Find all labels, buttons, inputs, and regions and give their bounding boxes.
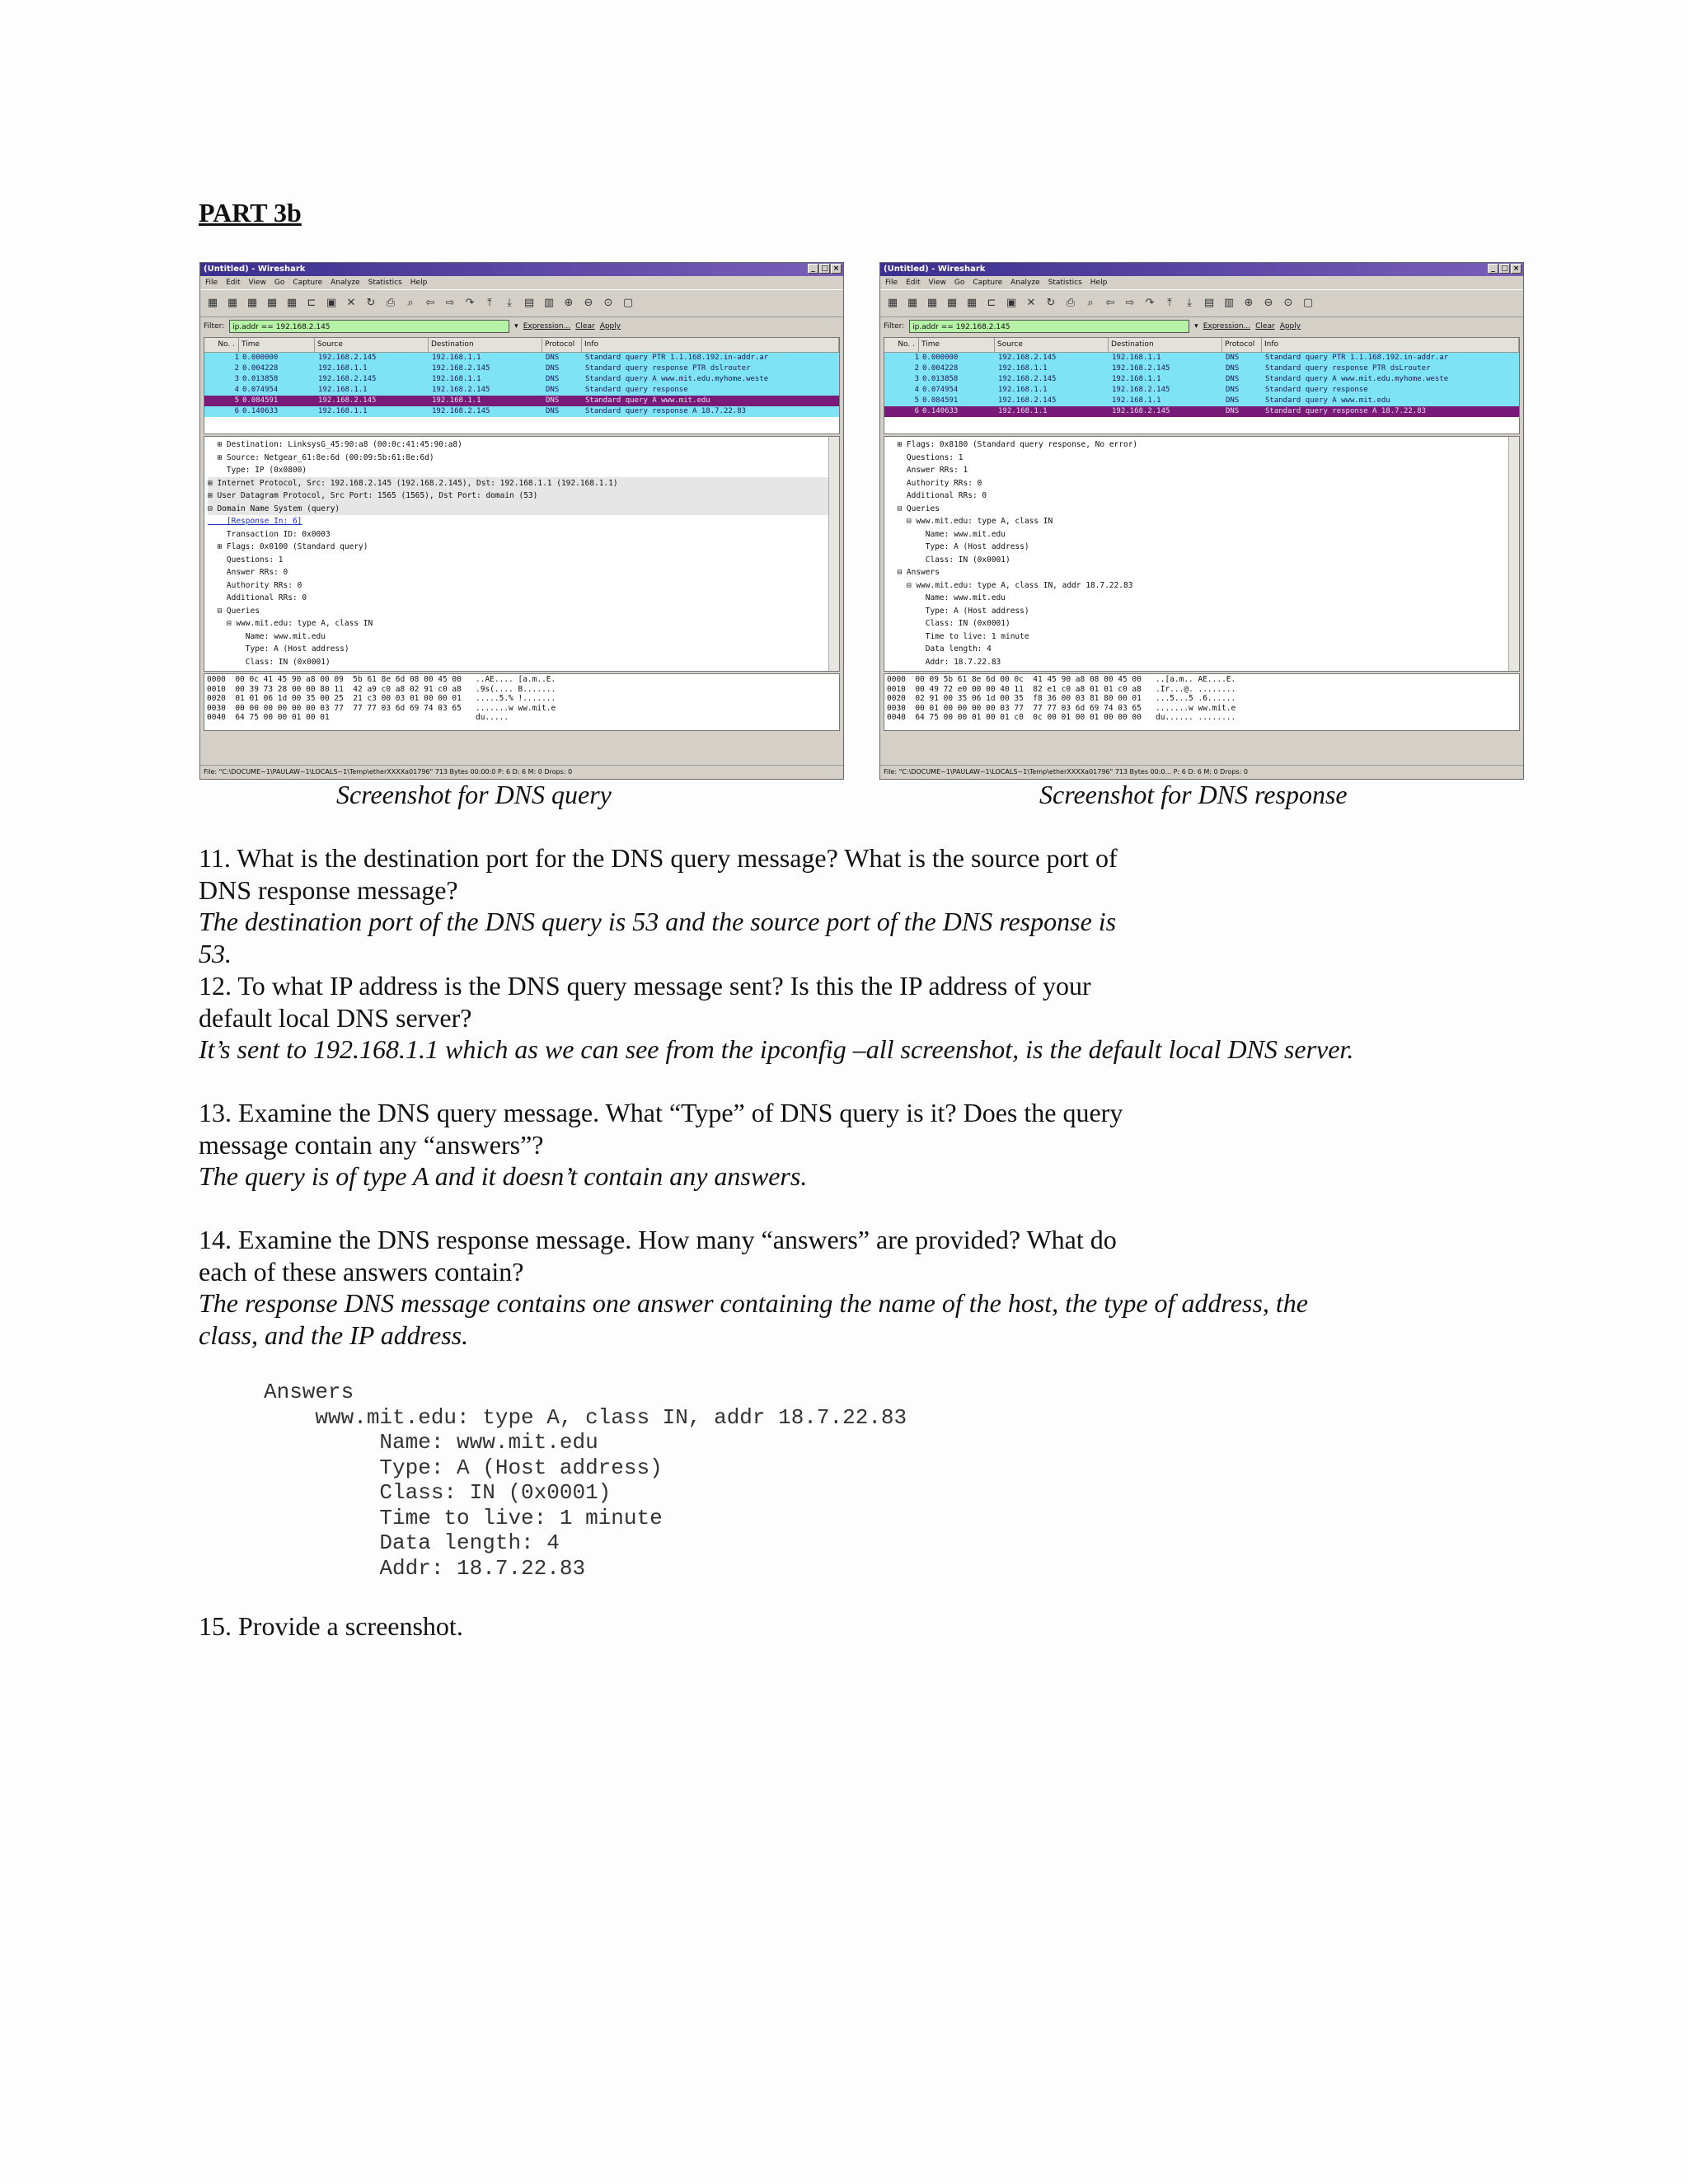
filter-bar — [200, 317, 843, 335]
hex-line: 0010 00 39 73 28 00 00 80 11 42 a9 c0 a8 02 91 c0 a8 .9s(.... B....... — [207, 684, 556, 694]
pkt-proto: DNS — [1226, 407, 1240, 415]
packet-row[interactable] — [204, 353, 839, 363]
pkt-src: 192.168.2.145 — [998, 396, 1057, 405]
answer-text: The query is of type A and it doesn’t contain any answers. — [199, 1161, 808, 1191]
col-protocol[interactable]: Protocol — [542, 338, 582, 352]
hex-line: 0010 00 49 72 e0 00 00 40 11 82 e1 c0 a8 01 01 c0 a8 .Ir...@. ........ — [887, 684, 1236, 694]
col-time[interactable]: Time — [239, 338, 315, 352]
col-destination[interactable]: Destination — [1109, 338, 1222, 352]
packet-row-selected[interactable] — [884, 406, 1519, 417]
stop-icon[interactable]: ▦ — [266, 297, 278, 309]
pkt-proto: DNS — [546, 407, 560, 415]
pkt-time: 0.140633 — [242, 407, 279, 415]
colorize-icon[interactable]: ▤ — [1203, 297, 1215, 309]
close-button[interactable]: × — [831, 264, 842, 274]
zoom-in-icon[interactable]: ⊕ — [1244, 297, 1254, 309]
detail-line[interactable]: ⊞ Source: Netgear_61:8e:6d (00:09:5b:61:8e:6d) — [208, 452, 434, 462]
detail-line[interactable]: Questions: 1 — [208, 555, 284, 565]
scrollbar[interactable] — [828, 437, 839, 671]
last-icon[interactable]: ⤓ — [1187, 297, 1192, 309]
pkt-time: 0.013858 — [242, 375, 279, 383]
detail-line[interactable]: ⊟ Queries — [208, 606, 260, 616]
filter-bar — [880, 317, 1523, 335]
code-line: Time to live: 1 minute — [264, 1505, 663, 1530]
hex-pane — [884, 673, 1520, 731]
pkt-src: 192.168.1.1 — [318, 386, 368, 394]
pkt-src: 192.168.2.145 — [318, 354, 377, 362]
packet-list-header — [884, 338, 1519, 353]
maximize-button[interactable]: □ — [1499, 264, 1510, 274]
packet-row[interactable] — [204, 374, 839, 385]
hex-line: 0040 64 75 00 00 01 00 01 c0 0c 00 01 00 01 00 00 00 du...... ........ — [887, 713, 1236, 722]
open-icon[interactable]: ⊏ — [307, 297, 316, 309]
packet-row[interactable] — [884, 363, 1519, 374]
question-15: 15. Provide a screenshot. — [199, 1611, 463, 1641]
detail-line[interactable]: ⊞ Flags: 0x0100 (Standard query) — [208, 542, 368, 551]
pkt-info: Standard query PTR 1.1.168.192.in-addr.ar — [585, 354, 769, 362]
packet-row[interactable] — [204, 363, 839, 374]
section-heading: PART 3b — [199, 198, 302, 227]
pkt-dst: 192.168.2.145 — [432, 386, 490, 394]
question-12 — [199, 970, 1354, 1066]
detail-line[interactable]: Class: IN (0x0001) — [208, 657, 331, 667]
toolbar — [200, 289, 843, 317]
pkt-no: 5 — [914, 396, 919, 405]
open-icon[interactable]: ⊏ — [987, 297, 996, 309]
window-titlebar — [200, 263, 843, 276]
detail-line[interactable]: ⊟ www.mit.edu: type A, class IN, addr 18.7.22.83 — [888, 580, 1133, 590]
back-icon[interactable]: ⇦ — [1105, 297, 1115, 309]
col-source[interactable]: Source — [315, 338, 429, 352]
detail-line[interactable]: Transaction ID: 0x0003 — [208, 529, 331, 539]
detail-line[interactable]: ⊟ www.mit.edu: type A, class IN — [208, 619, 373, 628]
answer-text: It’s sent to 192.168.1.1 which as we can see from the ipconfig –all screenshot, is the default local DNS server. — [199, 1034, 1354, 1064]
filter-input[interactable]: ip.addr == 192.168.2.145 — [229, 320, 509, 333]
status-bar: File: "C:\DOCUME~1\PAULAW~1\LOCALS~1\Temp\etherXXXXa01796" 713 Bytes 00:0... P: 6 D: 6 M: 0 Drops: 0 — [880, 765, 1523, 779]
pkt-proto: DNS — [1226, 386, 1240, 394]
detail-line[interactable]: Answer RRs: 1 — [888, 466, 968, 475]
packet-row-selected[interactable] — [204, 396, 839, 406]
detail-line[interactable]: Type: A (Host address) — [888, 542, 1029, 551]
pkt-no: 6 — [234, 407, 239, 415]
col-destination[interactable]: Destination — [429, 338, 542, 352]
start-icon[interactable]: ▦ — [926, 297, 938, 309]
zoom-in-icon[interactable]: ⊕ — [564, 297, 574, 309]
detail-line[interactable]: Authority RRs: 0 — [208, 580, 302, 590]
colorize-icon[interactable]: ▤ — [523, 297, 535, 309]
pkt-src: 192.168.1.1 — [998, 386, 1048, 394]
menu-view[interactable]: View — [248, 279, 266, 287]
reload-icon[interactable]: ↻ — [366, 297, 376, 309]
toolbar — [880, 289, 1523, 317]
apply-button[interactable]: Apply — [1279, 322, 1301, 330]
start-icon[interactable]: ▦ — [246, 297, 258, 309]
pkt-src: 192.168.2.145 — [318, 396, 377, 405]
col-no[interactable]: No. . — [204, 338, 239, 352]
autoscroll-icon[interactable]: ▥ — [543, 297, 555, 309]
pkt-dst: 192.168.1.1 — [432, 375, 481, 383]
question-14 — [199, 1224, 1308, 1351]
pkt-info: Standard query response PTR dsLrouter — [1265, 364, 1431, 373]
print-icon[interactable]: ⎙ — [386, 297, 396, 309]
packet-list-header — [204, 338, 839, 353]
detail-line[interactable]: ⊞ Flags: 0x8180 (Standard query response, No error) — [888, 440, 1138, 449]
hex-line: 0000 00 0c 41 45 90 a8 00 09 5b 61 8e 6d 08 00 45 00 ..AE.... [a.m..E. — [207, 675, 556, 684]
pkt-proto: DNS — [546, 354, 560, 362]
resize-columns-icon[interactable]: ▢ — [1302, 297, 1314, 309]
caption-response: Screenshot for DNS response — [1039, 780, 1348, 809]
goto-icon[interactable]: ↷ — [465, 297, 475, 309]
wireshark-window-query — [199, 262, 844, 780]
question-text: 14. Examine the DNS response message. How many “answers” are provided? What do each of these answers contain? — [199, 1225, 1117, 1286]
detail-line[interactable]: ⊟ Domain Name System (query) — [208, 503, 836, 516]
pkt-proto: DNS — [1226, 364, 1240, 373]
pkt-no: 1 — [914, 354, 919, 362]
close-button[interactable]: × — [1511, 264, 1522, 274]
pkt-info: Standard query PTR 1.1.168.192.in-addr.ar — [1265, 354, 1449, 362]
menu-view[interactable]: View — [928, 279, 946, 287]
chevron-down-icon[interactable]: ▾ — [514, 322, 518, 330]
packet-row[interactable] — [204, 385, 839, 396]
pkt-time: 0.084591 — [242, 396, 279, 405]
code-line: Data length: 4 — [264, 1530, 560, 1555]
question-13 — [199, 1097, 1146, 1193]
menu-capture[interactable]: Capture — [973, 279, 1003, 287]
caption-query: Screenshot for DNS query — [336, 780, 612, 809]
detail-line[interactable]: Answer RRs: 0 — [208, 568, 288, 577]
hex-line: 0000 00 09 5b 61 8e 6d 00 0c 41 45 90 a8 08 00 45 00 ..[a.m.. AE....E. — [887, 675, 1236, 684]
pkt-no: 4 — [234, 386, 239, 394]
code-line: Addr: 18.7.22.83 — [264, 1555, 586, 1581]
pkt-time: 0.074954 — [242, 386, 279, 394]
minimize-button[interactable]: _ — [1488, 264, 1498, 274]
detail-line[interactable]: Questions: 1 — [888, 452, 964, 462]
menu-edit[interactable]: Edit — [226, 279, 241, 287]
pkt-time: 0.000000 — [242, 354, 279, 362]
pkt-src: 192.168.2.145 — [318, 375, 377, 383]
maximize-button[interactable]: □ — [819, 264, 830, 274]
pkt-time: 0.140633 — [922, 407, 959, 415]
hex-line: 0020 02 91 00 35 06 1d 00 35 f8 36 00 03 81 80 00 01 ...5...5 .6...... — [887, 694, 1236, 703]
pkt-dst: 192.168.1.1 — [1112, 354, 1161, 362]
clear-button[interactable]: Clear — [575, 322, 595, 330]
scrollbar[interactable] — [1508, 437, 1519, 671]
col-no[interactable]: No. . — [884, 338, 919, 352]
question-11 — [199, 842, 1146, 969]
pkt-proto: DNS — [1226, 354, 1240, 362]
close-file-icon[interactable]: ✕ — [346, 297, 356, 309]
menu-edit[interactable]: Edit — [906, 279, 921, 287]
pkt-src: 192.168.1.1 — [998, 407, 1048, 415]
filter-input[interactable]: ip.addr == 192.168.2.145 — [909, 320, 1189, 333]
pkt-dst: 192.168.2.145 — [1112, 364, 1170, 373]
detail-line[interactable]: Type: A (Host address) — [888, 606, 1029, 616]
chevron-down-icon[interactable]: ▾ — [1194, 322, 1198, 330]
find-icon[interactable]: ⌕ — [407, 297, 414, 309]
pkt-dst: 192.168.1.1 — [1112, 375, 1161, 383]
detail-line[interactable]: Class: IN (0x0001) — [888, 619, 1010, 628]
col-info[interactable]: Info — [582, 338, 839, 352]
interfaces-icon[interactable]: ▦ — [207, 297, 218, 309]
stop-icon[interactable]: ▦ — [946, 297, 958, 309]
pkt-no: 1 — [234, 354, 239, 362]
pkt-no: 5 — [234, 396, 239, 405]
detail-line[interactable]: Addr: 18.7.22.83 — [888, 657, 1001, 667]
menu-help[interactable]: Help — [1090, 279, 1108, 287]
status-bar: File: "C:\DOCUME~1\PAULAW~1\LOCALS~1\Temp\etherXXXXa01796" 713 Bytes 00:00:0 P: 6 D: 6 M: 0 Drops: 0 — [200, 765, 843, 779]
pkt-time: 0.004228 — [922, 364, 959, 373]
forward-icon[interactable]: ⇨ — [445, 297, 455, 309]
code-line: www.mit.edu: type A, class IN, addr 18.7.22.83 — [264, 1404, 907, 1430]
answer-text: The destination port of the DNS query is 53 and the source port of the DNS response is 53. — [199, 907, 1117, 968]
pkt-no: 4 — [914, 386, 919, 394]
wireshark-window-response — [879, 262, 1524, 780]
pkt-dst: 192.168.2.145 — [432, 407, 490, 415]
hex-line: 0020 01 01 06 1d 00 35 00 25 21 c3 00 03 01 00 00 01 .....5.% !....... — [207, 694, 556, 703]
hex-line: 0040 64 75 00 00 01 00 01 du..... — [207, 713, 509, 722]
packet-details — [884, 436, 1520, 672]
last-icon[interactable]: ⤓ — [507, 297, 512, 309]
answers-code-block — [264, 1380, 907, 1581]
pkt-proto: DNS — [546, 386, 560, 394]
menu-help[interactable]: Help — [410, 279, 428, 287]
options-icon[interactable]: ▦ — [907, 297, 918, 309]
detail-line[interactable]: Additional RRs: 0 — [208, 593, 307, 602]
restart-icon[interactable]: ▦ — [966, 297, 978, 309]
pkt-proto: DNS — [546, 364, 560, 373]
pkt-no: 2 — [234, 364, 239, 373]
detail-line[interactable]: ⊟ Answers — [888, 568, 940, 577]
pkt-dst: 192.168.2.145 — [432, 364, 490, 373]
pkt-no: 3 — [234, 375, 239, 383]
packet-list — [204, 337, 840, 434]
pkt-dst: 192.168.1.1 — [432, 354, 481, 362]
pkt-proto: DNS — [546, 375, 560, 383]
question-text: 13. Examine the DNS query message. What “Type” of DNS query is it? Does the query message contain any “answers”? — [199, 1098, 1123, 1160]
zoom-normal-icon[interactable]: ⊙ — [603, 297, 613, 309]
pkt-proto: DNS — [1226, 396, 1240, 405]
menu-go[interactable]: Go — [954, 279, 965, 287]
detail-line[interactable]: Additional RRs: 0 — [888, 491, 987, 500]
hex-line: 0030 00 01 00 00 00 00 03 77 77 77 03 6d 69 74 03 65 .......w ww.mit.e — [887, 703, 1236, 713]
menu-capture[interactable]: Capture — [293, 279, 323, 287]
packet-list — [884, 337, 1520, 434]
pkt-proto: DNS — [546, 396, 560, 405]
menu-bar — [880, 276, 1523, 289]
col-protocol[interactable]: Protocol — [1222, 338, 1262, 352]
menu-go[interactable]: Go — [274, 279, 285, 287]
expression-button[interactable]: Expression... — [1203, 322, 1251, 330]
code-line: Type: A (Host address) — [264, 1455, 663, 1480]
detail-line[interactable]: ⊞ Internet Protocol, Src: 192.168.2.145 (192.168.2.145), Dst: 192.168.1.1 (192.168.1.1) — [208, 477, 836, 490]
packet-details — [204, 436, 840, 672]
packet-row[interactable] — [204, 406, 839, 417]
detail-line[interactable]: ⊞ Destination: LinksysG_45:90:a8 (00:0c:41:45:90:a8) — [208, 440, 462, 449]
packet-row[interactable] — [884, 374, 1519, 385]
forward-icon[interactable]: ⇨ — [1125, 297, 1135, 309]
code-line: Name: www.mit.edu — [264, 1430, 598, 1455]
apply-button[interactable]: Apply — [599, 322, 621, 330]
pkt-dst: 192.168.1.1 — [1112, 396, 1161, 405]
detail-line[interactable]: ⊞ User Datagram Protocol, Src Port: 1565 (1565), Dst Port: domain (53) — [208, 490, 836, 503]
response-in-link[interactable]: [Response In: 6] — [208, 517, 302, 526]
pkt-dst: 192.168.1.1 — [432, 396, 481, 405]
hex-pane — [204, 673, 840, 731]
restart-icon[interactable]: ▦ — [286, 297, 298, 309]
pkt-info: Standard query A www.mit.edu.myhome.weste — [585, 375, 769, 383]
pkt-no: 2 — [914, 364, 919, 373]
pkt-src: 192.168.1.1 — [998, 364, 1048, 373]
answer-text: The response DNS message contains one answer containing the name of the host, the type of address, the class, and the IP address. — [199, 1288, 1308, 1350]
pkt-time: 0.004228 — [242, 364, 279, 373]
detail-line[interactable]: Data length: 4 — [888, 644, 992, 654]
menu-analyze[interactable]: Analyze — [331, 279, 360, 287]
detail-line[interactable]: Name: www.mit.edu — [888, 593, 1006, 602]
window-title: (Untitled) - Wireshark — [884, 265, 986, 274]
window-titlebar — [880, 263, 1523, 276]
detail-line[interactable]: ⊟ www.mit.edu: type A, class IN — [888, 517, 1053, 526]
print-icon[interactable]: ⎙ — [1066, 297, 1076, 309]
minimize-button[interactable]: _ — [808, 264, 818, 274]
packet-row[interactable] — [884, 385, 1519, 396]
menu-statistics[interactable]: Statistics — [368, 279, 402, 287]
pkt-time: 0.084591 — [922, 396, 959, 405]
col-info[interactable]: Info — [1262, 338, 1519, 352]
reload-icon[interactable]: ↻ — [1046, 297, 1056, 309]
pkt-src: 192.168.2.145 — [998, 375, 1057, 383]
first-icon[interactable]: ⤒ — [487, 297, 492, 309]
save-icon[interactable]: ▣ — [326, 297, 337, 309]
detail-line[interactable]: Class: IN (0x0001) — [888, 555, 1010, 565]
col-source[interactable]: Source — [995, 338, 1109, 352]
zoom-out-icon[interactable]: ⊖ — [584, 297, 593, 309]
menu-file[interactable]: File — [885, 279, 898, 287]
filter-label: Filter: — [204, 322, 225, 330]
pkt-info: Standard query response — [1265, 386, 1368, 394]
packet-row[interactable] — [884, 396, 1519, 406]
options-icon[interactable]: ▦ — [227, 297, 238, 309]
close-file-icon[interactable]: ✕ — [1026, 297, 1036, 309]
pkt-src: 192.168.2.145 — [998, 354, 1057, 362]
goto-icon[interactable]: ↷ — [1145, 297, 1155, 309]
window-title: (Untitled) - Wireshark — [204, 265, 306, 274]
pkt-info: Standard query response A 18.7.22.83 — [1265, 407, 1427, 415]
pkt-no: 6 — [914, 407, 919, 415]
col-time[interactable]: Time — [919, 338, 995, 352]
detail-line[interactable]: Type: IP (0x0800) — [208, 466, 307, 475]
first-icon[interactable]: ⤒ — [1167, 297, 1172, 309]
detail-line[interactable]: Type: A (Host address) — [208, 644, 349, 654]
pkt-proto: DNS — [1226, 375, 1240, 383]
detail-line[interactable]: Authority RRs: 0 — [888, 478, 982, 488]
zoom-out-icon[interactable]: ⊖ — [1264, 297, 1273, 309]
save-icon[interactable]: ▣ — [1006, 297, 1017, 309]
pkt-dst: 192.168.2.145 — [1112, 386, 1170, 394]
autoscroll-icon[interactable]: ▥ — [1223, 297, 1235, 309]
interfaces-icon[interactable]: ▦ — [887, 297, 898, 309]
menu-statistics[interactable]: Statistics — [1048, 279, 1082, 287]
pkt-info: Standard query A www.mit.edu — [585, 396, 710, 405]
menu-bar — [200, 276, 843, 289]
detail-line[interactable]: Time to live: 1 minute — [888, 631, 1029, 641]
pkt-src: 192.168.1.1 — [318, 407, 368, 415]
detail-line[interactable]: Name: www.mit.edu — [208, 631, 326, 641]
hex-line: 0030 00 00 00 00 00 00 03 77 77 77 03 6d 69 74 03 65 .......w ww.mit.e — [207, 703, 556, 713]
packet-row[interactable] — [884, 353, 1519, 363]
pkt-info: Standard query response PTR dslrouter — [585, 364, 751, 373]
resize-columns-icon[interactable]: ▢ — [622, 297, 634, 309]
detail-line[interactable]: ⊟ Queries — [888, 504, 940, 513]
back-icon[interactable]: ⇦ — [425, 297, 435, 309]
pkt-info: Standard query A www.mit.edu — [1265, 396, 1390, 405]
code-line: Answers — [264, 1380, 354, 1404]
pkt-src: 192.168.1.1 — [318, 364, 368, 373]
menu-file[interactable]: File — [205, 279, 218, 287]
question-text: 12. To what IP address is the DNS query message sent? Is this the IP address of your default local DNS server? — [199, 971, 1091, 1033]
pkt-info: Standard query response — [585, 386, 688, 394]
expression-button[interactable]: Expression... — [523, 322, 571, 330]
pkt-time: 0.013858 — [922, 375, 959, 383]
menu-analyze[interactable]: Analyze — [1010, 279, 1040, 287]
zoom-normal-icon[interactable]: ⊙ — [1283, 297, 1293, 309]
filter-label: Filter: — [884, 322, 905, 330]
pkt-no: 3 — [914, 375, 919, 383]
clear-button[interactable]: Clear — [1255, 322, 1275, 330]
find-icon[interactable]: ⌕ — [1087, 297, 1094, 309]
question-text: 11. What is the destination port for the DNS query message? What is the source port of DNS response message? — [199, 843, 1118, 905]
pkt-time: 0.074954 — [922, 386, 959, 394]
pkt-dst: 192.168.2.145 — [1112, 407, 1170, 415]
pkt-info: Standard query response A 18.7.22.83 — [585, 407, 747, 415]
pkt-time: 0.000000 — [922, 354, 959, 362]
pkt-info: Standard query A www.mit.edu.myhome.weste — [1265, 375, 1449, 383]
code-line: Class: IN (0x0001) — [264, 1480, 612, 1505]
detail-line[interactable]: Name: www.mit.edu — [888, 529, 1006, 539]
